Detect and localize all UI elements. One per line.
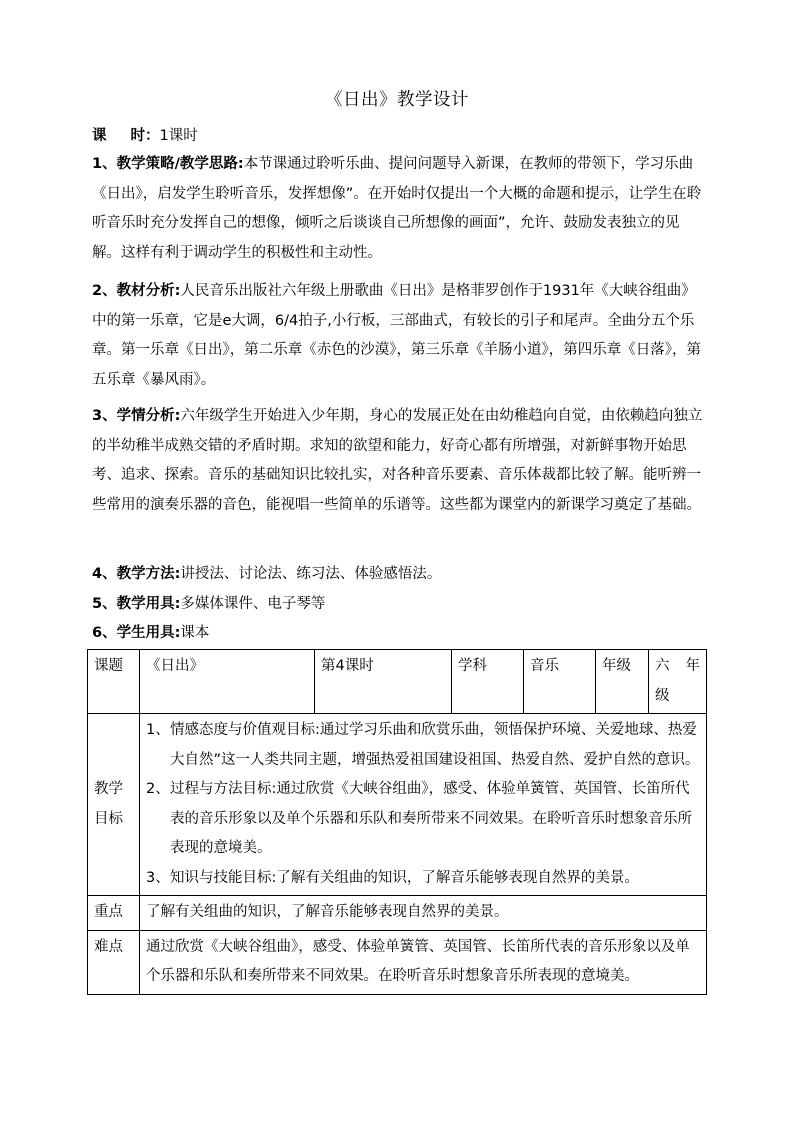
section-tools-head: 5、教学用具: — [92, 596, 181, 612]
goals-label-line-a: 教学 — [94, 781, 123, 797]
section-student-tools-text: 课本 — [180, 625, 210, 641]
key-point-text: 了解有关组曲的知识，了解音乐能够表现自然界的美景。 — [140, 896, 707, 931]
section-teaching-methods — [92, 560, 704, 590]
goals-content — [140, 714, 707, 896]
section-material-head: 2、教材分析: — [92, 283, 181, 299]
grade-value-part-a: 六 — [655, 658, 670, 674]
course-hours-label-b: 时： — [130, 128, 160, 144]
section-learner-head: 3、学情分析: — [92, 408, 181, 424]
topic-value: 《日出》 — [140, 650, 315, 714]
section-methods-text: 讲授法、讨论法、练习法、体验感悟法。 — [180, 566, 442, 582]
grade-label: 年级 — [596, 650, 649, 714]
course-hours-label-a: 课 — [92, 128, 107, 144]
grade-value-part-b: 年 — [685, 658, 700, 674]
section-teaching-tools — [92, 590, 704, 620]
goal-item — [146, 775, 700, 864]
section-methods-head: 4、教学方法: — [92, 566, 181, 582]
goal-number: 3、 — [146, 869, 170, 886]
table-row-header — [88, 650, 707, 714]
goal-text: 知识与技能目标:了解有关组曲的知识，了解音乐能够表现自然界的美景。 — [170, 869, 639, 886]
grade-value-part-c: 级 — [655, 687, 670, 704]
goal-number: 2、 — [146, 781, 170, 797]
section-learner-analysis — [92, 402, 704, 520]
document-title: 《日出》教学设计 — [325, 90, 469, 110]
section-material-text: 人民音乐出版社六年级上册歌曲《日出》是格菲罗创作于1931年《大峡谷组曲》中的第一乐章，它是e大调，6/4拍子,小行板，三部曲式，有较长的引子和尾声。全曲分五个乐章。第一乐章《日出》，第二乐章《赤色的沙漠》，第三乐章《羊肠小道》，第四乐章《日落》，第五乐章《暴风雨》。 — [92, 283, 701, 388]
table-row-key-point — [88, 896, 707, 931]
section-learner-text: 六年级学生开始进入少年期，身心的发展正处在由幼稚趋向自觉，由依赖趋向独立的半幼稚半成熟交错的矛盾时期。求知的欲望和能力，好奇心都有所增强，对新鲜事物开始思考、追求、探索。音乐的基础知识比较扎实，对各种音乐要素、音乐体裁都比较了解。能听辨一些常用的演奏乐器的音色，能视唱一些简单的乐谱等。这些都为课堂内的新课学习奠定了基础。 — [92, 408, 703, 513]
goal-number: 1、 — [146, 722, 170, 738]
subject-label: 学科 — [452, 650, 524, 714]
goal-text: 过程与方法目标:通过欣赏《大峡谷组曲》，感受、体验单簧管、英国管、长笛所代表的音乐形象以及单个乐器和乐队和奏所带来不同效果。在聆听音乐时想象音乐所表现的意境美。 — [170, 781, 692, 856]
table-row-goals — [88, 714, 707, 896]
table-row-difficulty — [88, 930, 707, 994]
section-student-tools-head: 6、学生用具: — [92, 625, 181, 641]
goal-item — [146, 716, 700, 775]
subject-value: 音乐 — [524, 650, 596, 714]
grade-value — [649, 650, 707, 714]
lesson-plan-table — [87, 649, 707, 995]
course-hours-value: 1课时 — [159, 128, 198, 144]
section-strategy-text: 本节课通过聆听乐曲、提问问题导入新课，在教师的带领下，学习乐曲《日出》，启发学生聆听音乐，发挥想像”。在开始时仅提出一个大概的命题和提示，让学生在聆听音乐时充分发挥自己的想像，倾听之后谈谈自己所想像的画面”，允许、鼓励发表独立的见解。这样有利于调动学生的积极性和主动性。 — [92, 156, 702, 261]
section-material-analysis — [92, 277, 704, 395]
topic-label: 课题 — [88, 650, 140, 714]
section-strategy-head: 1、教学策略/教学思路: — [92, 156, 244, 172]
section-strategy — [92, 150, 704, 268]
difficulty-label: 难点 — [88, 930, 140, 994]
goals-label — [88, 714, 140, 896]
key-point-label: 重点 — [88, 896, 140, 931]
goal-text: 情感态度与价值观目标:通过学习乐曲和欣赏乐曲，领悟保护环境、关爱地球、热爱大自然”这一人类共同主题，增强热爱祖国建设祖国、热爱自然、爱护自然的意识。 — [170, 722, 700, 768]
lesson-number: 第4课时 — [315, 650, 452, 714]
difficulty-text: 通过欣赏《大峡谷组曲》，感受、体验单簧管、英国管、长笛所代表的音乐形象以及单个乐器和乐队和奏所带来不同效果。在聆听音乐时想象音乐所表现的意境美。 — [140, 930, 707, 994]
section-student-tools — [92, 619, 704, 649]
course-hours-line — [92, 124, 198, 145]
section-tools-text: 多媒体课件、电子琴等 — [180, 596, 326, 612]
goal-item — [146, 864, 700, 894]
goals-label-line-b: 目标 — [94, 810, 123, 827]
